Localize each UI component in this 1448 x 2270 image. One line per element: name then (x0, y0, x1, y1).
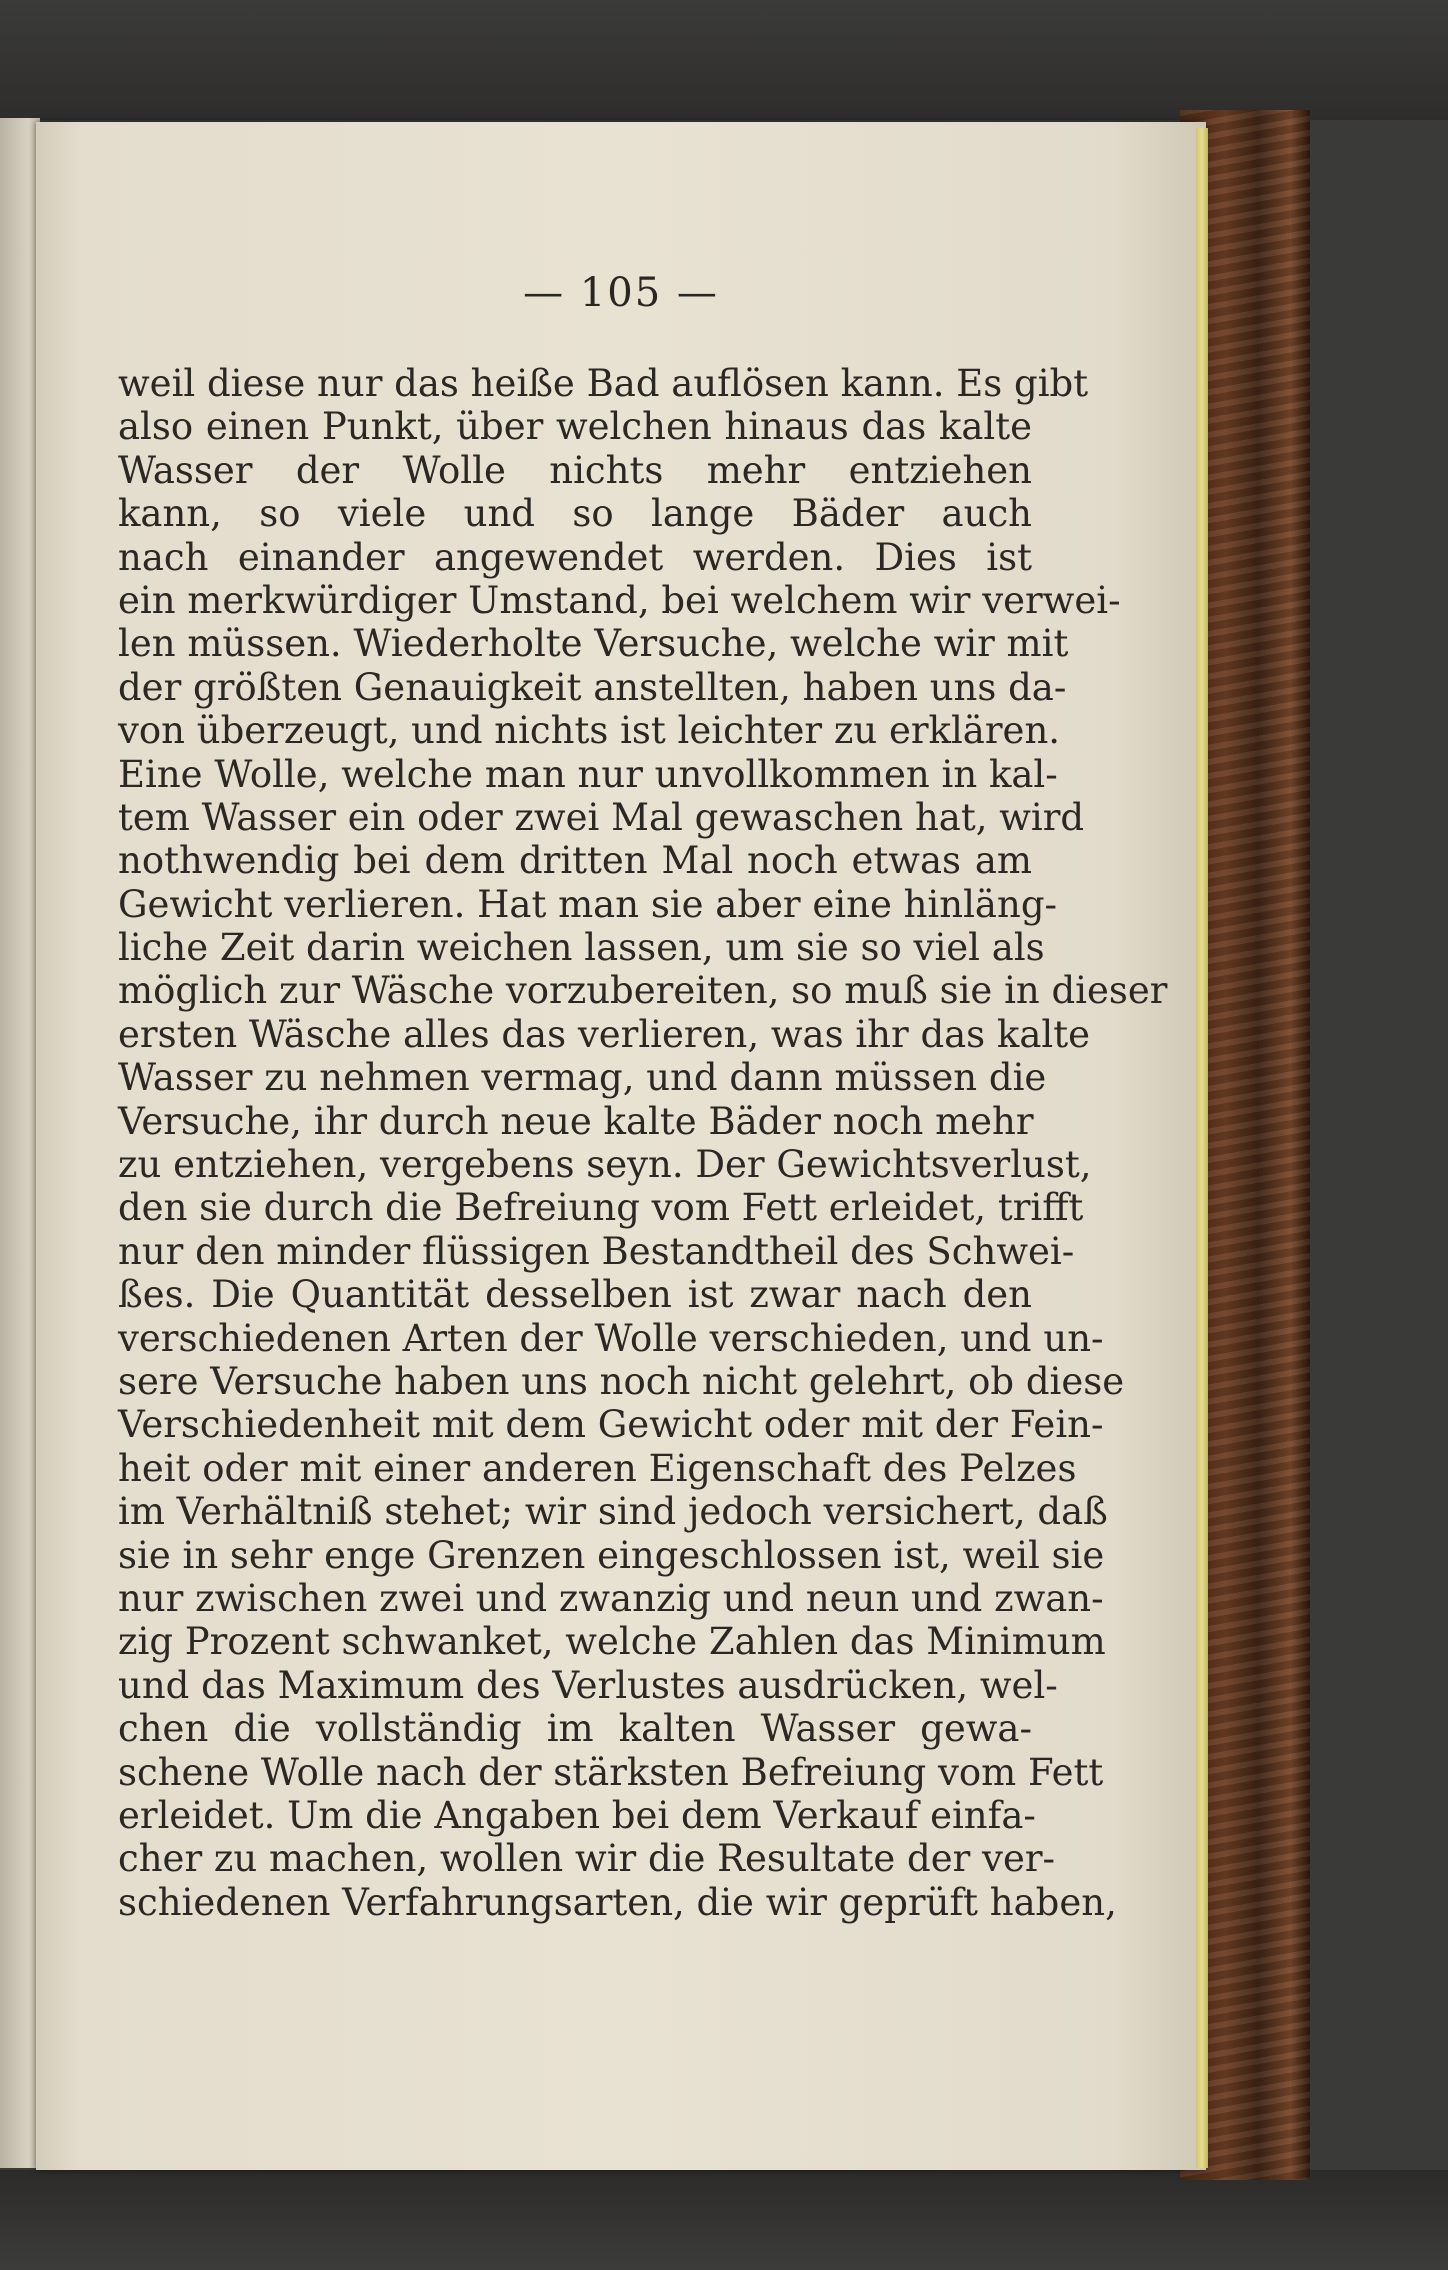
text-line: ein merkwürdiger Umstand, bei welchem wir verwei- (118, 578, 1121, 622)
text-line: zig Prozent schwanket, welche Zahlen das Minimum (118, 1620, 1106, 1664)
text-line: nothwendig bei dem dritten Mal noch etwas am (118, 839, 1032, 883)
text-line: Eine Wolle, welche man nur unvollkommen in kal- (118, 752, 1058, 796)
text-line: von überzeugt, und nichts ist leichter zu erklären. (118, 709, 1061, 753)
page-gilt-edge (1196, 128, 1208, 2168)
text-line: Versuche, ihr durch neue kalte Bäder noch mehr (118, 1099, 1034, 1143)
text-line: Wasser der Wolle nichts mehr entziehen (118, 448, 1032, 492)
text-line: sere Versuche haben uns noch nicht gelehrt, ob diese (118, 1359, 1125, 1403)
text-line: Gewicht verlieren. Hat man sie aber eine hinläng- (118, 882, 1058, 926)
text-line: weil diese nur das heiße Bad auflösen kann. Es gibt (118, 362, 1089, 405)
text-line: ersten Wäsche alles das verlieren, was ihr das kalte (118, 1012, 1091, 1056)
text-line: im Verhältniß stehet; wir sind jedoch versichert, daß (118, 1490, 1108, 1534)
text-line: sie in sehr enge Grenzen eingeschlossen ist, weil sie (118, 1533, 1105, 1577)
text-line: schiedenen Verfahrungsarten, die wir geprüft haben, (118, 1880, 1117, 1924)
text-line: erleidet. Um die Angaben bei dem Verkauf einfa- (118, 1793, 1036, 1837)
text-line: möglich zur Wäsche vorzubereiten, so muß sie in dieser (118, 969, 1168, 1013)
text-line: zu entziehen, vergebens seyn. Der Gewichtsverlust, (118, 1143, 1092, 1187)
text-line: und das Maximum des Verlustes ausdrücken, wel- (118, 1663, 1058, 1707)
text-line: nur zwischen zwei und zwanzig und neun und zwan- (118, 1576, 1104, 1620)
text-line: Wasser zu nehmen vermag, und dann müssen die (118, 1056, 1047, 1100)
facing-page-edge (0, 118, 40, 2168)
text-line: verschiedenen Arten der Wolle verschieden, und un- (118, 1316, 1104, 1360)
text-line: den sie durch die Befreiung vom Fett erleidet, trifft (118, 1186, 1084, 1230)
background-top (0, 0, 1448, 120)
text-line: nach einander angewendet werden. Dies ist (118, 535, 1032, 579)
body-text (118, 362, 1168, 1924)
text-line: schene Wolle nach der stärksten Befreiung vom Fett (118, 1750, 1104, 1794)
text-line: cher zu machen, wollen wir die Resultate der ver- (118, 1837, 1056, 1881)
text-line: chen die vollständig im kalten Wasser gewa- (118, 1707, 1032, 1751)
text-line: Verschiedenheit mit dem Gewicht oder mit der Fein- (118, 1403, 1104, 1447)
text-line: heit oder mit einer anderen Eigenschaft des Pelzes (118, 1446, 1077, 1490)
text-line: liche Zeit darin weichen lassen, um sie so viel als (118, 926, 1045, 970)
text-line: also einen Punkt, über welchen hinaus das kalte (118, 405, 1032, 449)
text-line: tem Wasser ein oder zwei Mal gewaschen hat, wird (118, 795, 1085, 839)
text-line: nur den minder flüssigen Bestandtheil des Schwei- (118, 1229, 1075, 1273)
text-line: len müssen. Wiederholte Versuche, welche wir mit (118, 622, 1069, 666)
text-line: kann, so viele und so lange Bäder auch (118, 492, 1032, 536)
text-line: ßes. Die Quantität desselben ist zwar nach den (118, 1273, 1032, 1317)
page-number-header: — 105 — (523, 270, 719, 316)
text-line: der größten Genauigkeit anstellten, haben uns da- (118, 665, 1067, 709)
background-bottom (0, 2170, 1448, 2270)
